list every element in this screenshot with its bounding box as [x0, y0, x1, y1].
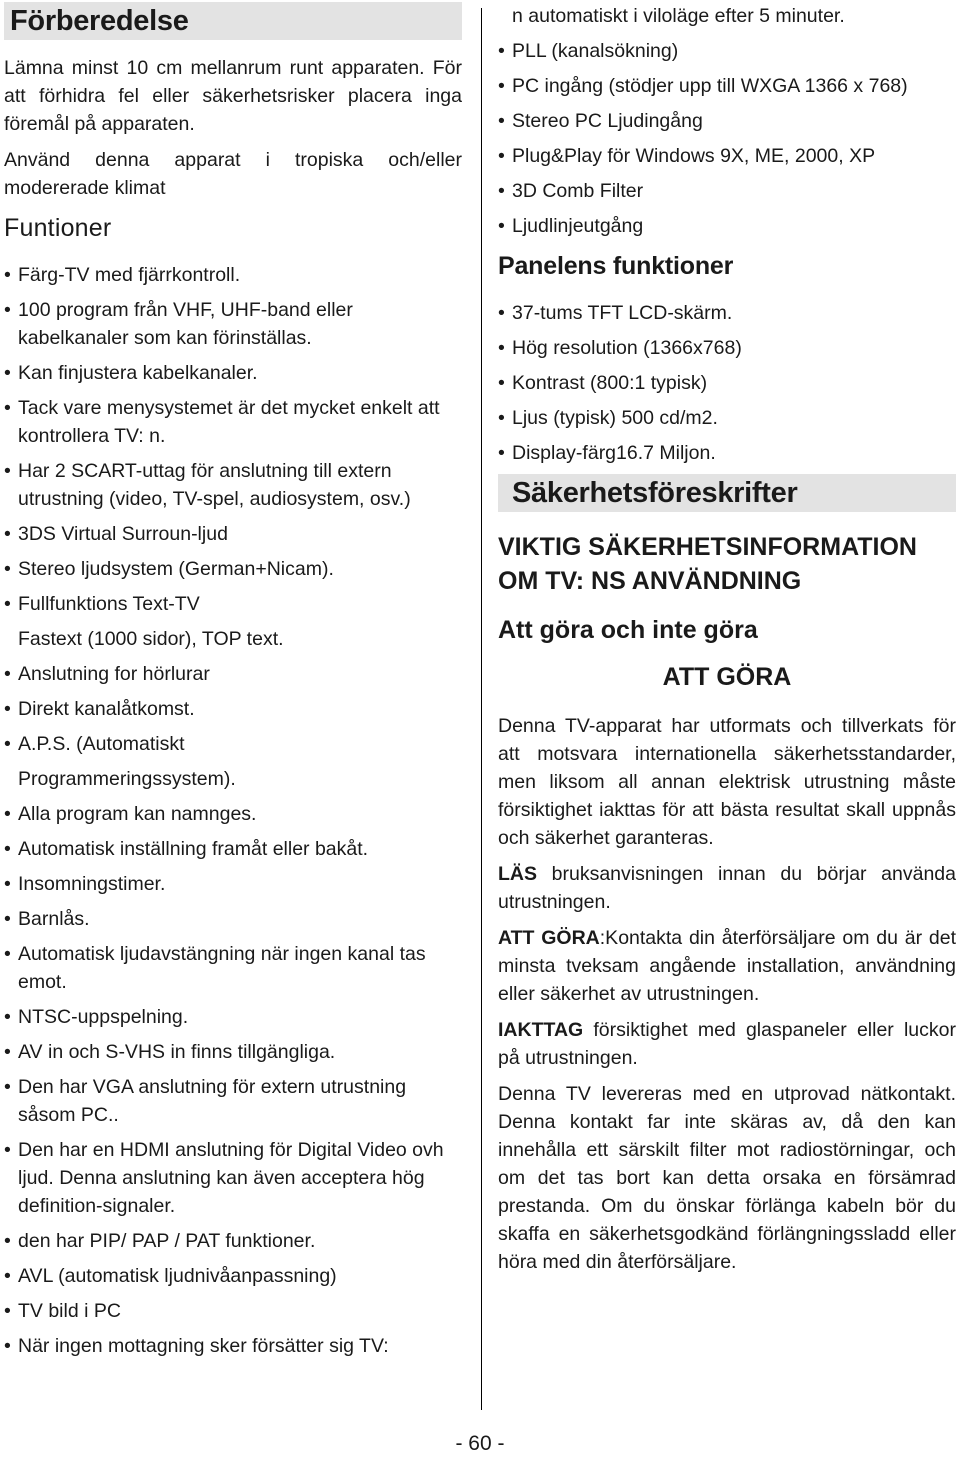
list-item	[4, 1297, 462, 1325]
list-item	[4, 905, 462, 933]
list-item	[4, 457, 462, 513]
bullet-icon: •	[4, 873, 11, 895]
list-item	[4, 625, 462, 653]
list-item	[4, 520, 462, 548]
list-item-text: Kan finjustera kabelkanaler.	[18, 362, 258, 384]
list-item-text: NTSC-uppspelning.	[18, 1006, 189, 1028]
safety-paragraph-contact	[498, 924, 956, 1008]
list-item-text: Display-färg16.7 Miljon.	[512, 442, 716, 464]
list-item-text: PC ingång (stödjer upp till WXGA 1366 x 768)	[512, 75, 908, 97]
features-list	[4, 261, 462, 1360]
bullet-icon: •	[4, 1300, 11, 1322]
list-item	[498, 299, 956, 327]
safety-paragraph-read	[498, 860, 956, 916]
bullet-icon: •	[498, 40, 505, 62]
list-item	[4, 1038, 462, 1066]
bullet-icon: •	[4, 803, 11, 825]
list-item-text: PLL (kanalsökning)	[512, 40, 679, 62]
bullet-icon: •	[4, 698, 11, 720]
list-item-text: Den har VGA anslutning för extern utrustning såsom PC..	[18, 1076, 407, 1126]
section-heading-safety: Säkerhetsföreskrifter	[498, 474, 956, 512]
continuation-text: n automatiskt i viloläge efter 5 minuter.	[512, 5, 845, 27]
bullet-icon: •	[4, 1006, 11, 1028]
list-item	[4, 1262, 462, 1290]
list-item-text: A.P.S. (Automatiskt	[18, 733, 185, 755]
list-item-text: Barnlås.	[18, 908, 90, 930]
list-item-text: Ljudlinjeutgång	[512, 215, 644, 237]
panel-features-list	[498, 299, 956, 467]
list-item-text: Ljus (typisk) 500 cd/m2.	[512, 407, 718, 429]
list-item-text: Har 2 SCART-uttag för anslutning till extern utrustning (video, TV-spel, audiosystem, osv.)	[18, 460, 411, 510]
list-item-text: Stereo PC Ljudingång	[512, 110, 703, 132]
list-item-text: Insomningstimer.	[18, 873, 166, 895]
list-item-text: Anslutning for hörlurar	[18, 663, 210, 685]
list-item-text: När ingen mottagning sker försätter sig TV:	[18, 1335, 389, 1357]
subheading-funtioner: Funtioner	[4, 214, 112, 242]
list-item-text: Stereo ljudsystem (German+Nicam).	[18, 558, 334, 580]
bullet-icon: •	[4, 1230, 11, 1252]
list-item-text: Kontrast (800:1 typisk)	[512, 372, 708, 394]
bullet-icon: •	[4, 299, 11, 321]
bullet-icon: •	[498, 407, 505, 429]
list-item-text: Fullfunktions Text-TV	[18, 593, 200, 615]
list-item	[498, 37, 956, 65]
list-item	[4, 296, 462, 352]
features-list-continued	[498, 37, 956, 240]
contact-text: :Kontakta din återförsäljare om du är det minsta tveksam angående installation, användning eller säkerhet av utrustningen.	[498, 927, 956, 1005]
list-item	[4, 1332, 462, 1360]
read-lead: LÄS	[498, 863, 537, 885]
caution-lead: IAKTTAG	[498, 1019, 584, 1041]
section-heading-forberedelse: Förberedelse	[4, 2, 462, 40]
bullet-icon: •	[4, 1139, 11, 1161]
list-item	[4, 800, 462, 828]
list-item-text: AV in och S-VHS in finns tillgängliga.	[18, 1041, 336, 1063]
list-item	[4, 870, 462, 898]
page-number: - 60 -	[455, 1432, 505, 1455]
bullet-icon: •	[4, 397, 11, 419]
list-item	[4, 555, 462, 583]
list-item	[4, 1073, 462, 1129]
list-item	[4, 695, 462, 723]
contact-lead: ATT GÖRA	[498, 927, 600, 949]
bullet-icon: •	[4, 593, 11, 615]
dos-heading: ATT GÖRA	[662, 663, 792, 691]
bullet-icon: •	[4, 523, 11, 545]
list-item	[4, 730, 462, 758]
bullet-icon: •	[4, 1265, 11, 1287]
bullet-icon: •	[498, 75, 505, 97]
safety-paragraph-plug: Denna TV levereras med en utprovad nätkontakt. Denna kontakt far inte skäras av, då den kan innehålla ett särskilt filter mot radiostörningar, och om det tas bort kan detta orsaka en försämrad prestanda. Om du önskar förlänga kabeln bör du skaffa en säkerhetsgodkänd förlängningssladd eller höra med din återförsäljare.	[498, 1083, 956, 1273]
list-item	[4, 660, 462, 688]
list-item	[4, 940, 462, 996]
bullet-icon: •	[498, 372, 505, 394]
list-item	[4, 835, 462, 863]
bullet-icon: •	[4, 558, 11, 580]
left-column	[4, 2, 462, 1367]
bullet-icon: •	[498, 180, 505, 202]
list-item	[498, 212, 956, 240]
read-text: bruksanvisningen innan du börjar använda utrustningen.	[498, 863, 956, 913]
subheading-panel-features: Panelens funktioner	[498, 252, 734, 280]
bullet-icon: •	[498, 145, 505, 167]
bullet-icon: •	[4, 362, 11, 384]
list-item	[4, 394, 462, 450]
list-item-text: 100 program från VHF, UHF-band eller kabelkanaler som kan förinställas.	[18, 299, 353, 349]
list-item	[498, 177, 956, 205]
caution-text: försiktighet med glaspaneler eller luckor på utrustningen.	[498, 1019, 956, 1069]
bullet-icon: •	[498, 442, 505, 464]
bullet-icon: •	[498, 110, 505, 132]
important-safety-heading: VIKTIG SÄKERHETSINFORMATION OM TV: NS ANVÄNDNING	[498, 533, 917, 595]
right-column	[498, 2, 956, 1276]
list-item	[498, 404, 956, 432]
list-item	[4, 1227, 462, 1255]
list-item-text: Den har en HDMI anslutning för Digital Video ovh ljud. Denna anslutning kan även acceptera hög definition-signaler.	[18, 1139, 444, 1217]
column-divider	[481, 8, 482, 1410]
bullet-icon: •	[498, 302, 505, 324]
bullet-icon: •	[4, 264, 11, 286]
list-item-text: Färg-TV med fjärrkontroll.	[18, 264, 241, 286]
bullet-icon: •	[4, 1335, 11, 1357]
list-item-text: TV bild i PC	[18, 1300, 121, 1322]
list-item-text: Alla program kan namnges.	[18, 803, 257, 825]
list-item-text: den har PIP/ PAP / PAT funktioner.	[18, 1230, 316, 1252]
preparation-paragraph-1: Lämna minst 10 cm mellanrum runt apparaten. För att förhidra fel eller säkerhetsrisker placera inga föremål på apparaten.	[4, 57, 462, 135]
bullet-icon: •	[4, 733, 11, 755]
list-item	[498, 107, 956, 135]
bullet-icon: •	[4, 460, 11, 482]
dos-and-donts-heading: Att göra och inte göra	[498, 616, 758, 644]
bullet-icon: •	[4, 838, 11, 860]
list-item	[4, 359, 462, 387]
list-item-text: 3DS Virtual Surroun-ljud	[18, 523, 228, 545]
bullet-icon: •	[4, 943, 11, 965]
list-item-text: Fastext (1000 sidor), TOP text.	[18, 628, 284, 650]
list-item-text: Direkt kanalåtkomst.	[18, 698, 195, 720]
list-item	[4, 1136, 462, 1220]
list-item-text: AVL (automatisk ljudnivåanpassning)	[18, 1265, 337, 1287]
safety-paragraph-glass	[498, 1016, 956, 1072]
list-item-text: Tack vare menysystemet är det mycket enkelt att kontrollera TV: n.	[18, 397, 440, 447]
bullet-icon: •	[498, 337, 505, 359]
bullet-icon: •	[4, 1076, 11, 1098]
list-item-text: 3D Comb Filter	[512, 180, 644, 202]
list-item	[498, 334, 956, 362]
bullet-icon: •	[4, 663, 11, 685]
list-item-text: Plug&Play för Windows 9X, ME, 2000, XP	[512, 145, 876, 167]
list-item-text: Automatisk ljudavstängning när ingen kanal tas emot.	[18, 943, 426, 993]
list-item-text: Automatisk inställning framåt eller bakåt.	[18, 838, 369, 860]
preparation-paragraph-2: Använd denna apparat i tropiska och/eller modererade klimat	[4, 149, 462, 199]
bullet-icon: •	[4, 1041, 11, 1063]
list-item	[498, 439, 956, 467]
list-item	[498, 142, 956, 170]
list-item-text: 37-tums TFT LCD-skärm.	[512, 302, 733, 324]
list-item-text: Hög resolution (1366x768)	[512, 337, 742, 359]
bullet-icon: •	[4, 908, 11, 930]
bullet-icon: •	[498, 215, 505, 237]
list-item-text: Programmeringssystem).	[18, 768, 236, 790]
list-item	[4, 765, 462, 793]
list-item	[498, 72, 956, 100]
list-item	[4, 1003, 462, 1031]
list-item	[498, 369, 956, 397]
list-item	[4, 261, 462, 289]
list-item	[4, 590, 462, 618]
safety-paragraph-1: Denna TV-apparat har utformats och tillverkats för att motsvara internationella säkerhetsstandarder, men liksom all annan elektrisk utrustning måste försiktighet iakttas för att bästa resultat skall uppnås och säkerhet garanteras.	[498, 715, 956, 849]
